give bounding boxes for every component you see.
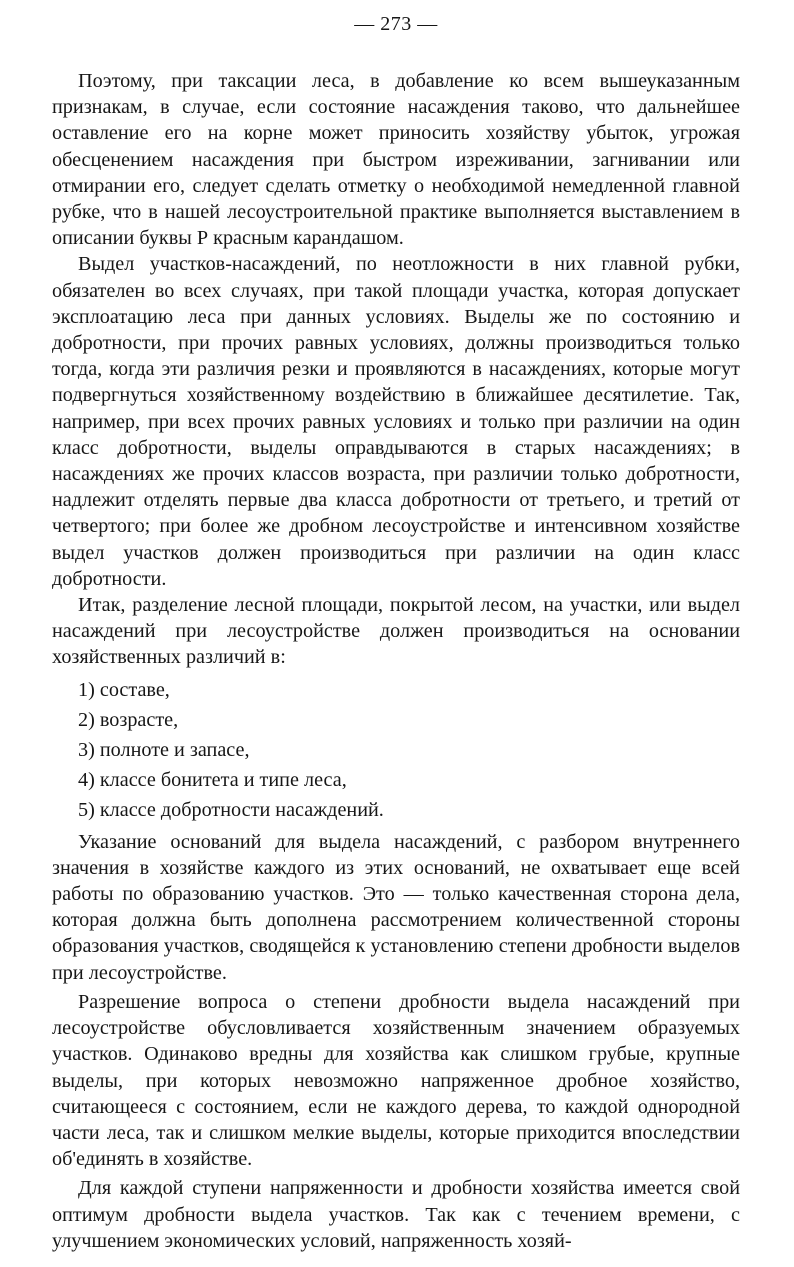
page-number: — 273 — (354, 13, 438, 35)
paragraph-qualitative-side: Указание оснований для выдела насаждений, с разбором внутреннего значения в хозяйстве каждого из этих оснований, не охватывает еще всей работы по образованию участков. Это — только качественная сторона дела, которая должна быть дополнена рассмотрением количественной стороны образования участков, сводящейся к установлению степени дробности выделов при лесоустройстве. (52, 830, 740, 984)
list-item: 2) возрасте, (78, 708, 179, 731)
document-page (52, 10, 740, 1254)
paragraph-stand-allocation: Выдел участков-насаждений, по неотложности в них главной рубки, обязателен во всех случаях, при такой площади участка, которая допускает эксплоатацию леса при данных условиях. Выделы же по состоянию и добротности, при прочих равных условиях, должны производиться только тогда, когда эти различия резки и проявляются в насаждениях, которые могут подвергнуться хозяйственному воздействию в ближайшее десятилетие. Так, например, при всех прочих равных условиях и только при различии на один класс добротности, выделы оправдываются в старых насаждениях; в насаждениях же прочих классов возраста, при различии только добротности, надлежит отделять первые два класса добротности от третьего, и третий от четвертого; при более же дробном лесоустройстве и интенсивном хозяйстве выдел участков должен производиться при различии на один класс добротности. (52, 253, 740, 590)
list-item: 5) классе добротности насаждений. (78, 798, 384, 821)
paragraph-division-basis: Итак, разделение лесной площади, покрытой лесом, на участки, или выдел насаждений при лесоустройстве должен производиться на основании хозяйственных различий в: (52, 594, 740, 669)
paragraph-fragmentation-degree: Разрешение вопроса о степени дробности выдела насаждений при лесоустройстве обусловливается хозяйственным значением образуемых участков. Одинаково вредны для хозяйства как слишком грубые, крупные выделы, при которых невозможно напряженное дробное хозяйство, считающееся с состоянием, если не каждого дерева, то каждой однородной части леса, так и слишком мелкие выделы, которые приходится впоследствии об'единять в хозяйстве. (52, 990, 740, 1171)
list-item: 1) составе, (78, 678, 170, 701)
paragraph-optimum: Для каждой ступени напряженности и дробности хозяйства имеется свой оптимум дробности выдела участков. Так как с течением времени, с улучшением экономических условий, напряженность хозяй- (52, 1177, 740, 1252)
list-item: 4) классе бонитета и типе леса, (78, 768, 347, 791)
criteria-list (52, 675, 740, 825)
list-item: 3) полноте и запасе, (78, 738, 250, 761)
paragraph-taxation-note: Поэтому, при таксации леса, в добавление ко всем вышеуказанным признакам, в случае, если состояние насаждения таково, что дальнейшее оставление его на корне может приносить хозяйству убыток, угрожая обесценением насаждения при быстром изреживании, загнивании или отмирании его, следует сделать отметку о необходимой немедленной главной рубке, что в нашей лесоустроительной практике выполняется выставлением в описании буквы Р красным карандашом. (52, 70, 740, 250)
